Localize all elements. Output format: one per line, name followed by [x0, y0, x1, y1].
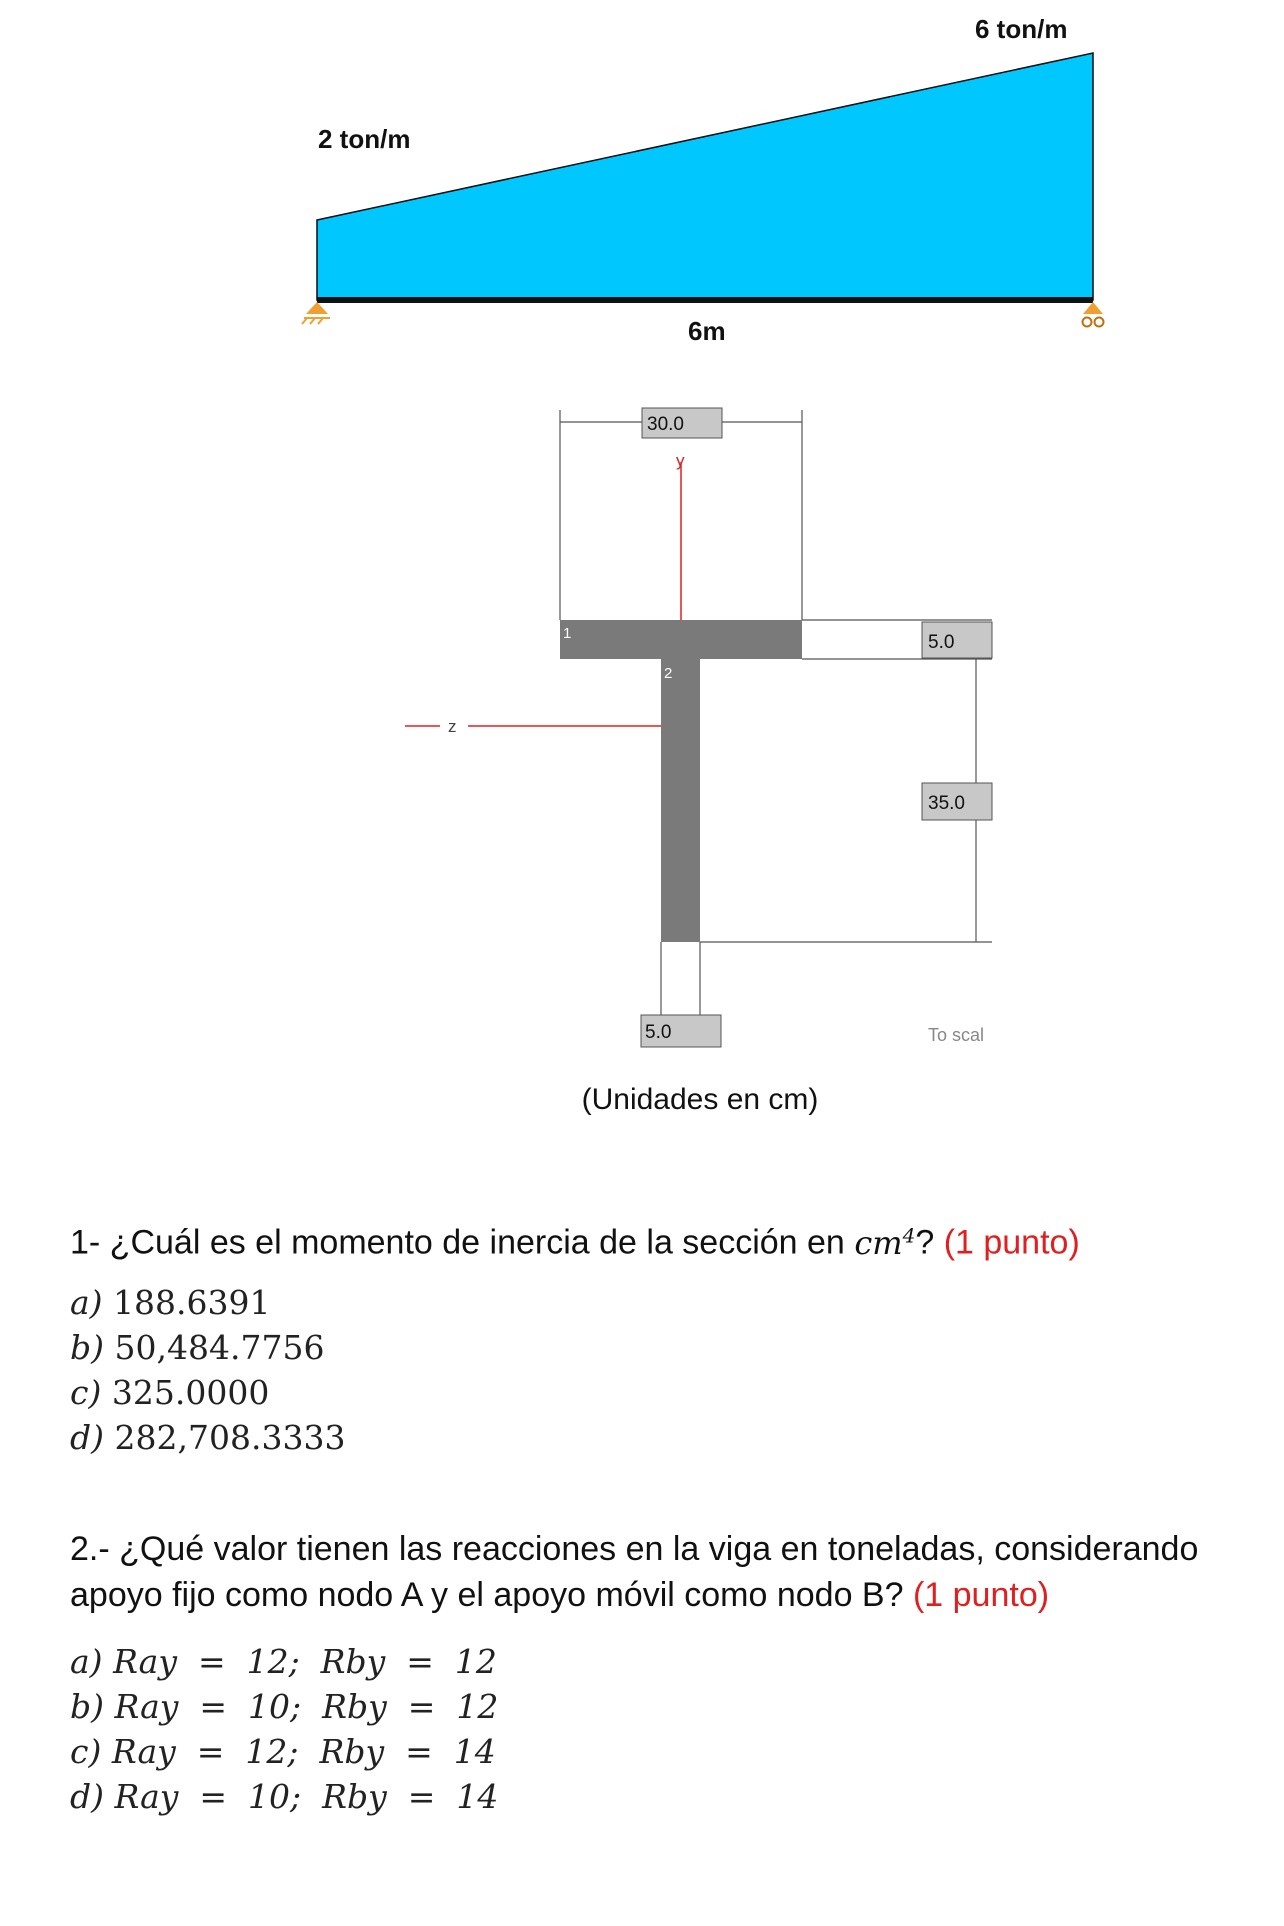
question-2-points: (1 punto)	[912, 1576, 1050, 1614]
question-1-unit: $cm^4$	[854, 1223, 916, 1262]
question-1-text: 1- ¿Cuál es el momento de inercia de la sección en	[70, 1223, 845, 1262]
right-load-label: 6 ton/m	[975, 14, 1068, 44]
pin-support-icon	[302, 302, 330, 324]
distributed-load	[317, 53, 1093, 300]
q2-option-d[interactable]: d) Ray = 10; Rby = 14	[70, 1777, 499, 1816]
units-caption: (Unidades en cm)	[581, 1083, 819, 1116]
beam-diagram	[0, 0, 1284, 360]
section-diagram	[0, 400, 1284, 1120]
dim-top-width: 30.0	[647, 414, 684, 435]
question-1-suffix: ?	[915, 1223, 935, 1262]
span-label: 6m	[688, 316, 726, 346]
q1-option-a[interactable]: a) 188.6391	[70, 1283, 271, 1322]
dim-web-width: 5.0	[645, 1022, 672, 1043]
web-id: 2	[664, 665, 673, 682]
question-1	[70, 1212, 1080, 1266]
dim-flange-thickness: 5.0	[928, 632, 955, 653]
dim-web-height: 35.0	[928, 793, 965, 814]
z-axis-label: z	[448, 717, 457, 736]
question-2-line-1: 2.- ¿Qué valor tienen las reacciones en la viga en toneladas, considerando	[70, 1530, 1199, 1568]
q2-option-b[interactable]: b) Ray = 10; Rby = 12	[70, 1687, 499, 1726]
question-1-points: (1 punto)	[943, 1223, 1080, 1262]
dimension-lines	[560, 410, 992, 1046]
left-load-label: 2 ton/m	[318, 124, 411, 154]
q1-option-d[interactable]: d) 282,708.3333	[70, 1418, 346, 1457]
q1-option-c[interactable]: c) 325.0000	[70, 1373, 270, 1412]
q2-option-c[interactable]: c) Ray = 12; Rby = 14	[70, 1732, 496, 1771]
flange	[560, 620, 802, 659]
scale-note: To scal	[928, 1025, 985, 1045]
web	[661, 659, 700, 942]
question-2-line-2: apoyo fijo como nodo A y el apoyo móvil como nodo B? (1 punto)	[70, 1576, 1050, 1614]
y-axis-label: y	[676, 451, 685, 470]
question-2	[70, 1526, 1284, 1618]
flange-id: 1	[563, 625, 572, 642]
roller-support-icon	[1083, 302, 1104, 327]
q1-option-b[interactable]: b) 50,484.7756	[70, 1328, 325, 1367]
q2-option-a[interactable]: a) Ray = 12; Rby = 12	[70, 1642, 497, 1681]
